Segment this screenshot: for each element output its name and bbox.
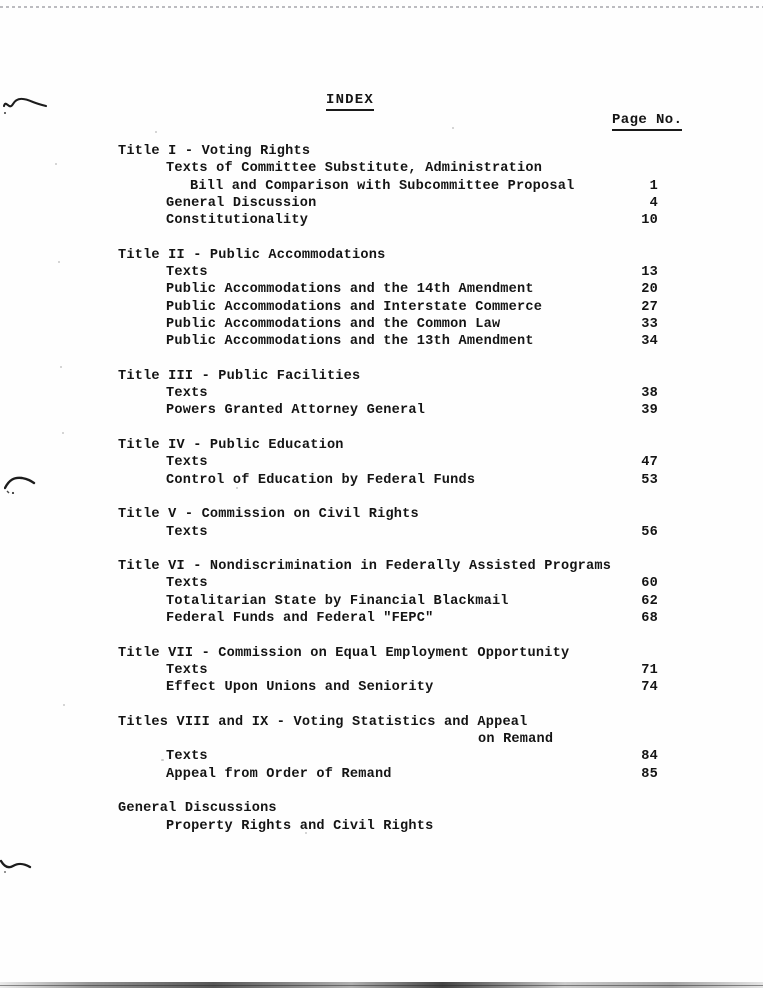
toc-group (0, 558, 763, 627)
toc-group-heading (0, 437, 763, 454)
toc-entry-page-number: 1 (649, 178, 658, 194)
toc-entry-label: Public Accommodations and the 14th Amendment (166, 282, 534, 298)
toc-entry (0, 818, 763, 835)
toc-entry (0, 610, 763, 627)
toc-entry-label: Public Accommodations and the Common Law (166, 316, 501, 332)
toc-group (0, 714, 763, 783)
toc-group-heading (0, 368, 763, 385)
toc-entry-label: on Remand (478, 732, 554, 748)
toc-group (0, 368, 763, 420)
toc-group-heading-label: Title II - Public Accommodations (118, 247, 386, 263)
toc-entry-page-number: 4 (649, 195, 658, 211)
toc-group (0, 800, 763, 835)
page-number-column-header-text: Page No. (612, 112, 682, 131)
toc-entry (0, 316, 763, 333)
toc-entry-label: General Discussion (166, 195, 317, 211)
toc-entry-label: Texts of Committee Substitute, Administration (166, 161, 543, 177)
toc-entry-page-number: 33 (641, 316, 658, 332)
toc-entry-label: Control of Education by Federal Funds (166, 472, 476, 488)
toc-group (0, 506, 763, 541)
toc-group-heading (0, 714, 763, 731)
toc-group-heading (0, 645, 763, 662)
toc-entry (0, 454, 763, 471)
toc-entry-label: Texts (166, 455, 208, 471)
toc-entry-page-number: 56 (641, 524, 658, 540)
toc-group (0, 437, 763, 489)
toc-entry (0, 766, 763, 783)
toc-entry-page-number: 85 (641, 766, 658, 782)
toc-entry (0, 662, 763, 679)
toc-entry (0, 264, 763, 281)
toc-entry (0, 575, 763, 592)
toc-entry (0, 402, 763, 419)
toc-entry-label: Public Accommodations and the 13th Amendment (166, 334, 534, 350)
toc-entry-page-number: 34 (641, 334, 658, 350)
toc-entry-label: Texts (166, 265, 208, 281)
toc-group-heading (0, 143, 763, 160)
toc-entry-label: Bill and Comparison with Subcommittee Proposal (190, 178, 575, 194)
toc-group-heading-label: Title VI - Nondiscrimination in Federally Assisted Programs (118, 559, 612, 575)
toc-group-heading-label: General Discussions (118, 801, 277, 817)
toc-entry-label: Federal Funds and Federal "FEPC" (166, 611, 434, 627)
toc-entry (0, 299, 763, 316)
toc-entry-page-number: 10 (641, 213, 658, 229)
toc-entry (0, 748, 763, 765)
toc-entry-label: Texts (166, 386, 208, 402)
toc-group-heading-label: Title V - Commission on Civil Rights (118, 507, 419, 523)
toc-entry-label: Appeal from Order of Remand (166, 766, 392, 782)
toc-entry-page-number: 84 (641, 749, 658, 765)
toc-entry-label: Property Rights and Civil Rights (166, 818, 434, 834)
toc-entry (0, 593, 763, 610)
toc-group (0, 645, 763, 697)
toc-group-heading-label: Title VII - Commission on Equal Employment Opportunity (118, 645, 570, 661)
toc-entry (0, 178, 763, 195)
toc-entry-page-number: 39 (641, 403, 658, 419)
toc-group-heading (0, 558, 763, 575)
toc-entry-label: Texts (166, 576, 208, 592)
toc-group-heading (0, 506, 763, 523)
table-of-contents (0, 143, 763, 835)
toc-entry (0, 212, 763, 229)
toc-entry-label: Public Accommodations and Interstate Commerce (166, 299, 543, 315)
toc-entry-page-number: 27 (641, 299, 658, 315)
toc-entry-page-number: 20 (641, 282, 658, 298)
toc-group-heading-label: Title III - Public Facilities (118, 368, 361, 384)
toc-entry (0, 281, 763, 298)
toc-entry-page-number: 60 (641, 576, 658, 592)
toc-entry-label: Totalitarian State by Financial Blackmail (166, 593, 509, 609)
toc-entry (0, 524, 763, 541)
toc-entry-page-number: 71 (641, 662, 658, 678)
toc-entry-label: Powers Granted Attorney General (166, 403, 426, 419)
toc-group-heading (0, 247, 763, 264)
page-number-column-header (612, 112, 682, 129)
toc-entry-label: Constitutionality (166, 213, 309, 229)
toc-entry (0, 731, 763, 748)
toc-entry-label: Texts (166, 524, 208, 540)
toc-group-heading-label: Title I - Voting Rights (118, 144, 311, 159)
toc-group-heading-label: Titles VIII and IX - Voting Statistics and Appeal (118, 714, 528, 730)
toc-entry-page-number: 38 (641, 386, 658, 402)
toc-entry (0, 195, 763, 212)
toc-entry (0, 333, 763, 350)
toc-entry-label: Texts (166, 749, 208, 765)
toc-group (0, 143, 763, 229)
toc-entry (0, 472, 763, 489)
toc-entry (0, 160, 763, 177)
toc-group-heading (0, 800, 763, 817)
toc-entry (0, 385, 763, 402)
page-title-text: INDEX (326, 92, 374, 111)
toc-entry-page-number: 68 (641, 611, 658, 627)
toc-entry-page-number: 74 (641, 680, 658, 696)
toc-group (0, 247, 763, 351)
toc-entry-page-number: 62 (641, 593, 658, 609)
toc-entry-label: Texts (166, 662, 208, 678)
page-title (0, 92, 700, 109)
toc-entry (0, 679, 763, 696)
toc-entry-page-number: 13 (641, 265, 658, 281)
toc-group-heading-label: Title IV - Public Education (118, 438, 344, 454)
toc-entry-page-number: 53 (641, 472, 658, 488)
toc-entry-label: Effect Upon Unions and Seniority (166, 680, 434, 696)
toc-entry-page-number: 47 (641, 455, 658, 471)
